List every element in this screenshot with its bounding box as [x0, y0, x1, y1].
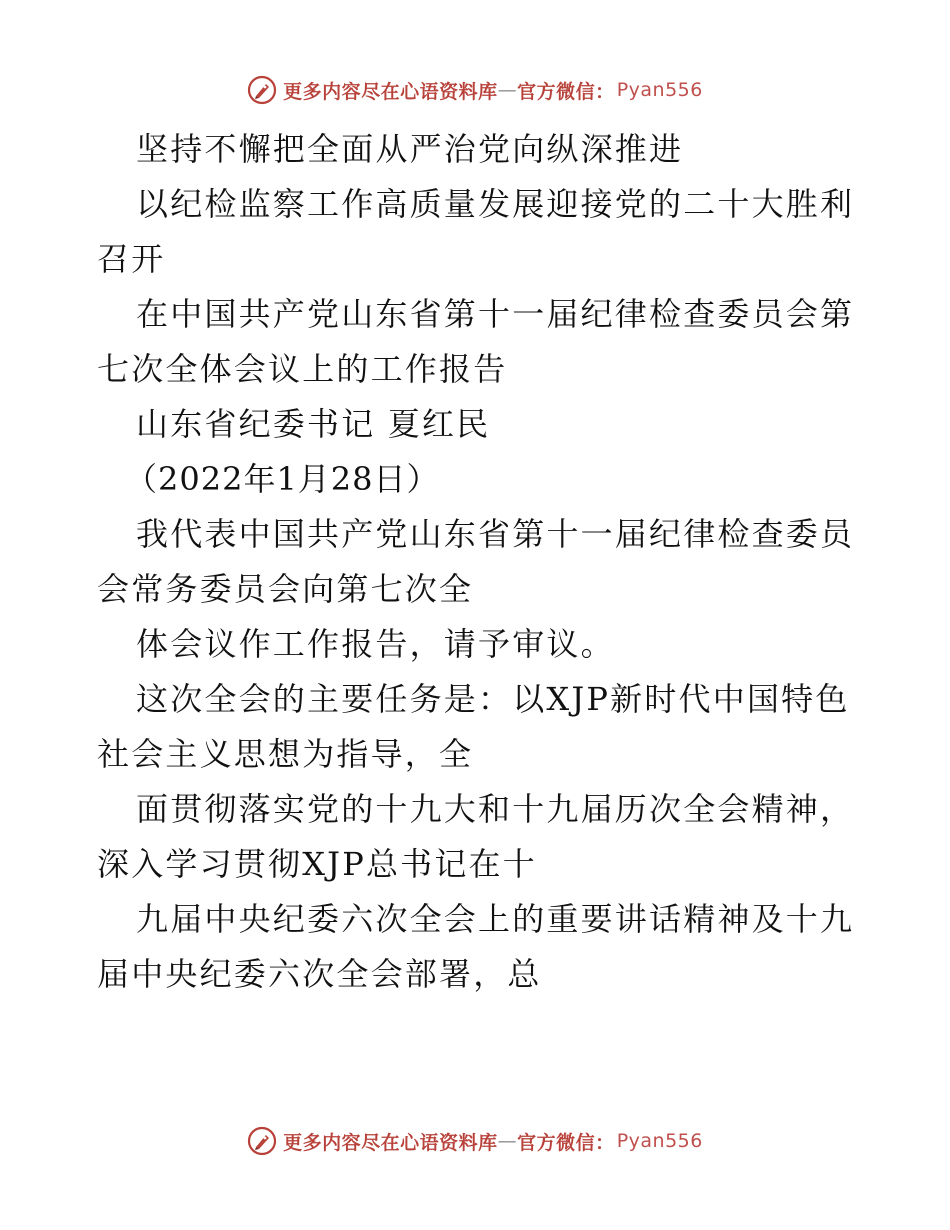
pen-nib-logo-icon: [247, 75, 277, 105]
paragraph-line: 深入学习贯彻XJP总书记在十: [97, 845, 537, 883]
paragraph-line: 届中央纪委六次全会部署，总: [97, 955, 542, 993]
paragraph-line: 会常务委员会向第七次全: [97, 570, 474, 608]
watermark-main-text: 更多内容尽在心语资料库: [283, 1131, 498, 1154]
report-subtitle-line-1: 以纪检监察工作高质量发展迎接党的二十大胜利: [136, 185, 855, 223]
paragraph-line: 这次全会的主要任务是：以XJP新时代中国特色: [136, 680, 850, 718]
paragraph-line: 我代表中国共产党山东省第十一届纪律检查委员: [136, 515, 855, 553]
report-occasion-line-2: 七次全体会议上的工作报告: [97, 350, 508, 388]
watermark-id: Pyan556: [616, 1130, 703, 1152]
watermark-id: Pyan556: [616, 79, 703, 101]
paragraph-line: 社会主义思想为指导，全: [97, 735, 474, 773]
watermark-footer: [0, 1121, 950, 1161]
watermark-separator: —: [497, 79, 518, 101]
report-title: 坚持不懈把全面从严治党向纵深推进: [136, 130, 684, 168]
paragraph-line: 面贯彻落实党的十九大和十九届历次全会精神，: [136, 790, 855, 828]
watermark-label: 官方微信：: [517, 80, 615, 103]
paragraph-line: 体会议作工作报告，请予审议。: [136, 625, 615, 663]
report-date: （2022年1月28日）: [125, 460, 440, 498]
watermark-label: 官方微信：: [517, 1131, 615, 1154]
report-subtitle-line-2: 召开: [97, 240, 166, 278]
paragraph-line: 九届中央纪委六次全会上的重要讲话精神及十九: [136, 900, 855, 938]
watermark-header: [0, 70, 950, 110]
watermark-separator: —: [497, 1130, 518, 1152]
document-body: [97, 122, 857, 1002]
report-author: 山东省纪委书记 夏红民: [136, 405, 491, 443]
pen-nib-logo-icon: [247, 1126, 277, 1156]
report-occasion-line-1: 在中国共产党山东省第十一届纪律检查委员会第: [136, 295, 855, 333]
watermark-main-text: 更多内容尽在心语资料库: [283, 80, 498, 103]
